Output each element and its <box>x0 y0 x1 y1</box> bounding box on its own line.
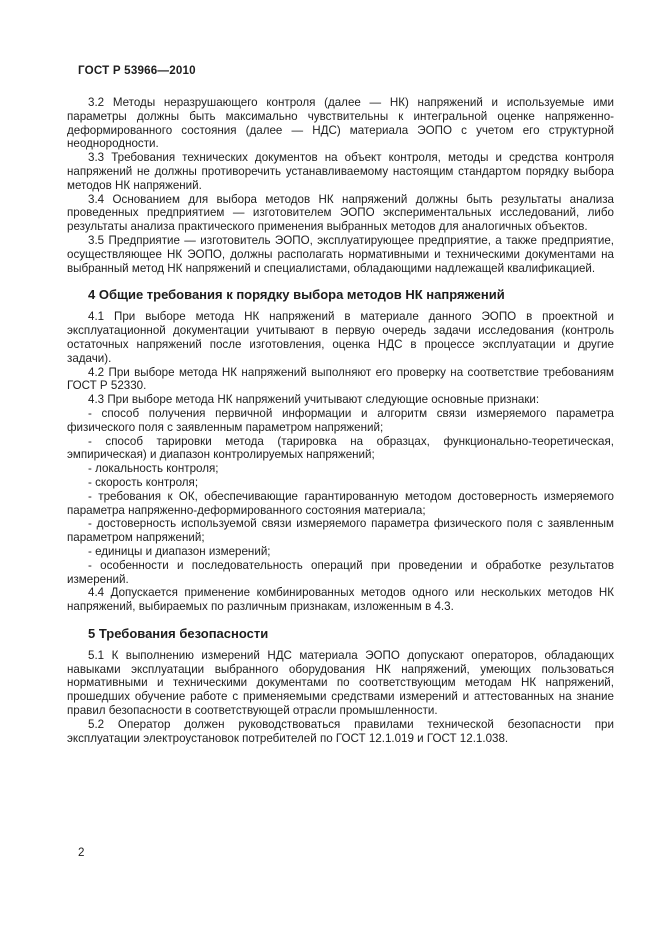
section-4-heading: 4 Общие требования к порядку выбора методов НК напряжений <box>88 287 505 303</box>
list-item-calibration: - способ тарировки метода (тарировка на образцах, функционально-теоретическая, эмпирическая) и диапазон контролируемых напряжений; <box>67 434 614 462</box>
clause-4-4: 4.4 Допускается применение комбинированных методов одного или нескольких методов НК напряжений, выбираемых по различным признакам, изложенным в 4.3. <box>67 586 614 614</box>
list-item-operations: - особенности и последовательность операций при проведении и обработке результатов измерений. <box>67 558 614 586</box>
list-item-speed: - скорость контроля; <box>88 475 199 489</box>
clause-5-1: 5.1 К выполнению измерений НДС материала ЭОПО допускают операторов, обладающих навыками эксплуатации выбранного оборудования НК напряжений, умеющих пользоваться нормативными и техническими документами по соответствующим методам НК напряжений, прошедших обучение работе с применяемыми средствами измерений и аттестованных на знание правил безопасности в соответствующей отрасли промышленности. <box>67 648 614 718</box>
clause-3-5: 3.5 Предприятие — изготовитель ЭОПО, эксплуатирующее предприятие, а также предприятие, осуществляющее НК ЭОПО, должны располагать нормативными и техническими документами на выбранный метод НК напряжений и специалистами, обладающими надлежащей квалификацией. <box>67 233 614 275</box>
clause-3-2: 3.2 Методы неразрушающего контроля (далее — НК) напряжений и используемые ими параметры должны быть максимально чувствительны к интегральной оценке напряженно-деформированного состояния (далее — НДС) материала ЭОПО с учетом его структурной неоднородности. <box>67 96 614 151</box>
section-5-heading: 5 Требования безопасности <box>88 625 269 641</box>
document-body <box>67 96 614 745</box>
clause-4-1: 4.1 При выборе метода НК напряжений в материале данного ЭОПО в проектной и эксплуатационной документации учитывают в первую очередь задачи исследования (контроль остаточных напряжений после изготовления, оценка НДС в процессе эксплуатации и другие задачи). <box>67 310 614 365</box>
standard-designation: ГОСТ Р 53966—2010 <box>78 64 196 77</box>
clause-5-2: 5.2 Оператор должен руководствоваться правилами технической безопасности при эксплуатации электроустановок потребителей по ГОСТ 12.1.019 и ГОСТ 12.1.038. <box>67 717 614 745</box>
list-item-units-range: - единицы и диапазон измерений; <box>88 544 271 558</box>
page-number: 2 <box>78 846 85 859</box>
clause-3-4: 3.4 Основанием для выбора методов НК напряжений должны быть результаты анализа проведенных предприятием — изготовителем ЭОПО экспериментальных исследований, либо результаты анализа практического применения выбранных методов для аналогичных объектов. <box>67 192 614 234</box>
clause-4-2: 4.2 При выборе метода НК напряжений выполняют его проверку на соответствие требованиям ГОСТ Р 52330. <box>67 365 614 393</box>
clause-3-3: 3.3 Требования технических документов на объект контроля, методы и средства контроля напряжений не должны противоречить устанавливаемому настоящим стандартом порядку выбора методов НК напряжений. <box>67 151 614 192</box>
list-item-info-method: - способ получения первичной информации и алгоритм связи измеряемого параметра физического поля с заявленным параметром напряжений; <box>67 406 614 434</box>
list-item-locality: - локальность контроля; <box>88 462 219 476</box>
list-item-reliability: - достоверность используемой связи измеряемого параметра физического поля с заявленным параметром напряжений; <box>67 517 614 545</box>
list-item-ok-requirements: - требования к ОК, обеспечивающие гарантированную методом достоверность измеряемого параметра напряженно-деформированного состояния материала; <box>67 489 614 517</box>
clause-4-3: 4.3 При выборе метода НК напряжений учитывают следующие основные признаки: <box>88 393 540 407</box>
